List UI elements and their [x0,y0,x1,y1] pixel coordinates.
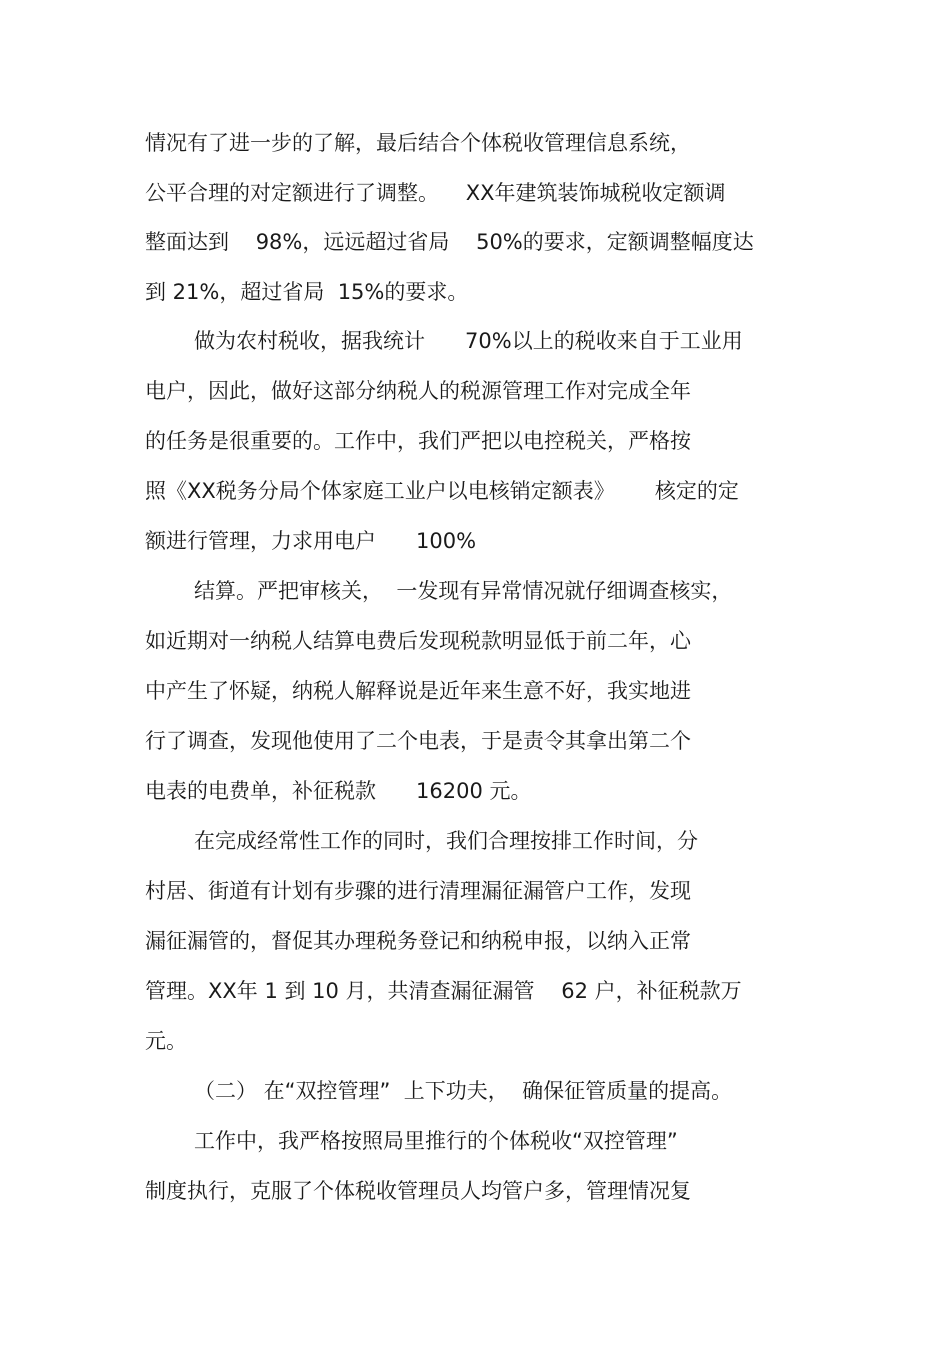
text-line: 中产生了怀疑，纳税人解释说是近年来生意不好，我实地进 [145,679,691,703]
text-line: 的任务是很重要的。工作中，我们严把以电控税关，严格按 [145,429,691,453]
text-line: 整面达到 98%，远远超过省局 50%的要求，定额调整幅度达 [145,230,754,254]
section-heading: （二） 在“双控管理” 上下功夫， 确保征管质量的提高。 [194,1079,733,1103]
text-line: 村居、街道有计划有步骤的进行清理漏征漏管户工作，发现 [145,879,691,903]
text-line: 情况有了进一步的了解，最后结合个体税收管理信息系统， [145,131,691,155]
text-line: 电表的电费单，补征税款 16200 元。 [145,779,532,803]
paragraph-start-line: 在完成经常性工作的同时，我们合理按排工作时间，分 [194,829,698,853]
text-line: 电户，因此，做好这部分纳税人的税源管理工作对完成全年 [145,379,691,403]
text-line: 行了调查，发现他使用了二个电表，于是责令其拿出第二个 [145,729,691,753]
text-line: 元。 [145,1029,187,1053]
paragraph-start-line: 做为农村税收，据我统计 70%以上的税收来自于工业用 [194,329,743,353]
text-line: 到 21%，超过省局 15%的要求。 [145,280,469,304]
text-line: 管理。XX年 1 到 10 月，共清查漏征漏管 62 户，补征税款万 [145,979,742,1003]
text-line: 照《XX税务分局个体家庭工业户以电核销定额表》 核定的定 [145,479,739,503]
text-line: 制度执行，克服了个体税收管理员人均管户多，管理情况复 [145,1179,691,1203]
text-line: 如近期对一纳税人结算电费后发现税款明显低于前二年，心 [145,629,691,653]
text-line: 漏征漏管的，督促其办理税务登记和纳税申报，以纳入正常 [145,929,691,953]
paragraph-start-line: 结算。严把审核关， 一发现有异常情况就仔细调查核实， [194,579,733,603]
text-line: 额进行管理，力求用电户 100% [145,529,477,553]
text-line: 公平合理的对定额进行了调整。 XX年建筑装饰城税收定额调 [145,181,726,205]
paragraph-start-line: 工作中，我严格按照局里推行的个体税收“双控管理” [194,1129,678,1153]
